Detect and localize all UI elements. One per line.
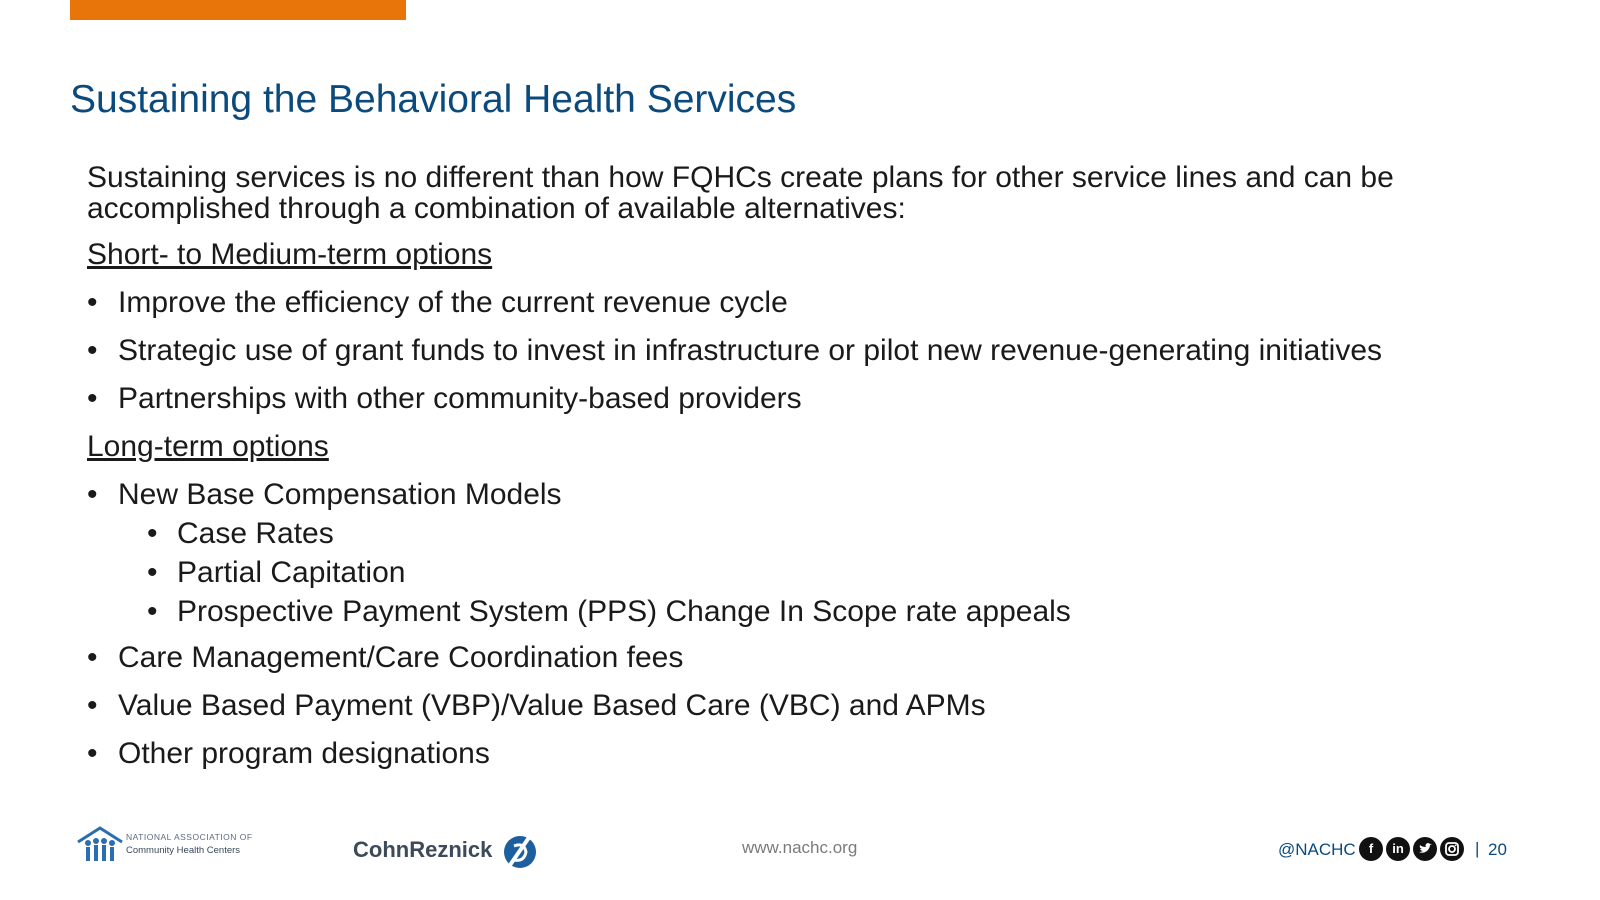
slide-body [87, 162, 1567, 785]
cohnreznick-logo [353, 832, 553, 872]
website-link[interactable]: www.nachc.org [742, 838, 858, 857]
list-item: • New Base Compensation Models [87, 478, 1567, 512]
sub-list-container [87, 516, 1567, 629]
nachc-logo-subtext: Community Health Centers [126, 845, 241, 856]
short-term-list [87, 286, 1567, 416]
facebook-icon[interactable]: f [1359, 837, 1383, 861]
nachc-logo [76, 826, 256, 870]
instagram-icon[interactable] [1440, 837, 1464, 861]
cohnreznick-logo-text: CohnReznick [353, 837, 493, 862]
list-item: • Strategic use of grant funds to invest in infrastructure or pilot new revenue-generating initiatives [87, 334, 1567, 368]
sub-list-item: • Prospective Payment System (PPS) Change In Scope rate appeals [147, 594, 1567, 629]
linkedin-icon[interactable]: in [1386, 837, 1410, 861]
nachc-logo-text: NATIONAL ASSOCIATION OF [126, 832, 253, 842]
sub-list-item: • Case Rates [147, 516, 1567, 551]
accent-bar [70, 0, 406, 20]
social-handle: @NACHC [1278, 840, 1356, 859]
page-separator: | [1475, 839, 1480, 858]
twitter-icon[interactable] [1413, 837, 1437, 861]
sub-list-item: • Partial Capitation [147, 555, 1567, 590]
cohnreznick-mark-icon [500, 832, 538, 872]
intro-paragraph: Sustaining services is no different than how FQHCs create plans for other service lines and can be accomplished through a combination of available alternatives: [87, 161, 1394, 225]
list-item: • Partnerships with other community-based providers [87, 382, 1567, 416]
list-item: • Value Based Payment (VBP)/Value Based Care (VBC) and APMs [87, 689, 1567, 723]
page-number: 20 [1488, 840, 1507, 859]
slide-footer [0, 820, 1600, 900]
slide-title: Sustaining the Behavioral Health Services [70, 78, 797, 121]
long-term-list [87, 478, 1567, 771]
compensation-sublist [87, 516, 1567, 629]
list-item: • Care Management/Care Coordination fees [87, 641, 1567, 675]
nachc-logo-mark-icon [76, 826, 124, 866]
short-term-heading: Short- to Medium-term options [87, 238, 493, 271]
long-term-heading: Long-term options [87, 430, 329, 463]
list-item: • Other program designations [87, 737, 1567, 771]
list-item: • Improve the efficiency of the current revenue cycle [87, 286, 1567, 320]
